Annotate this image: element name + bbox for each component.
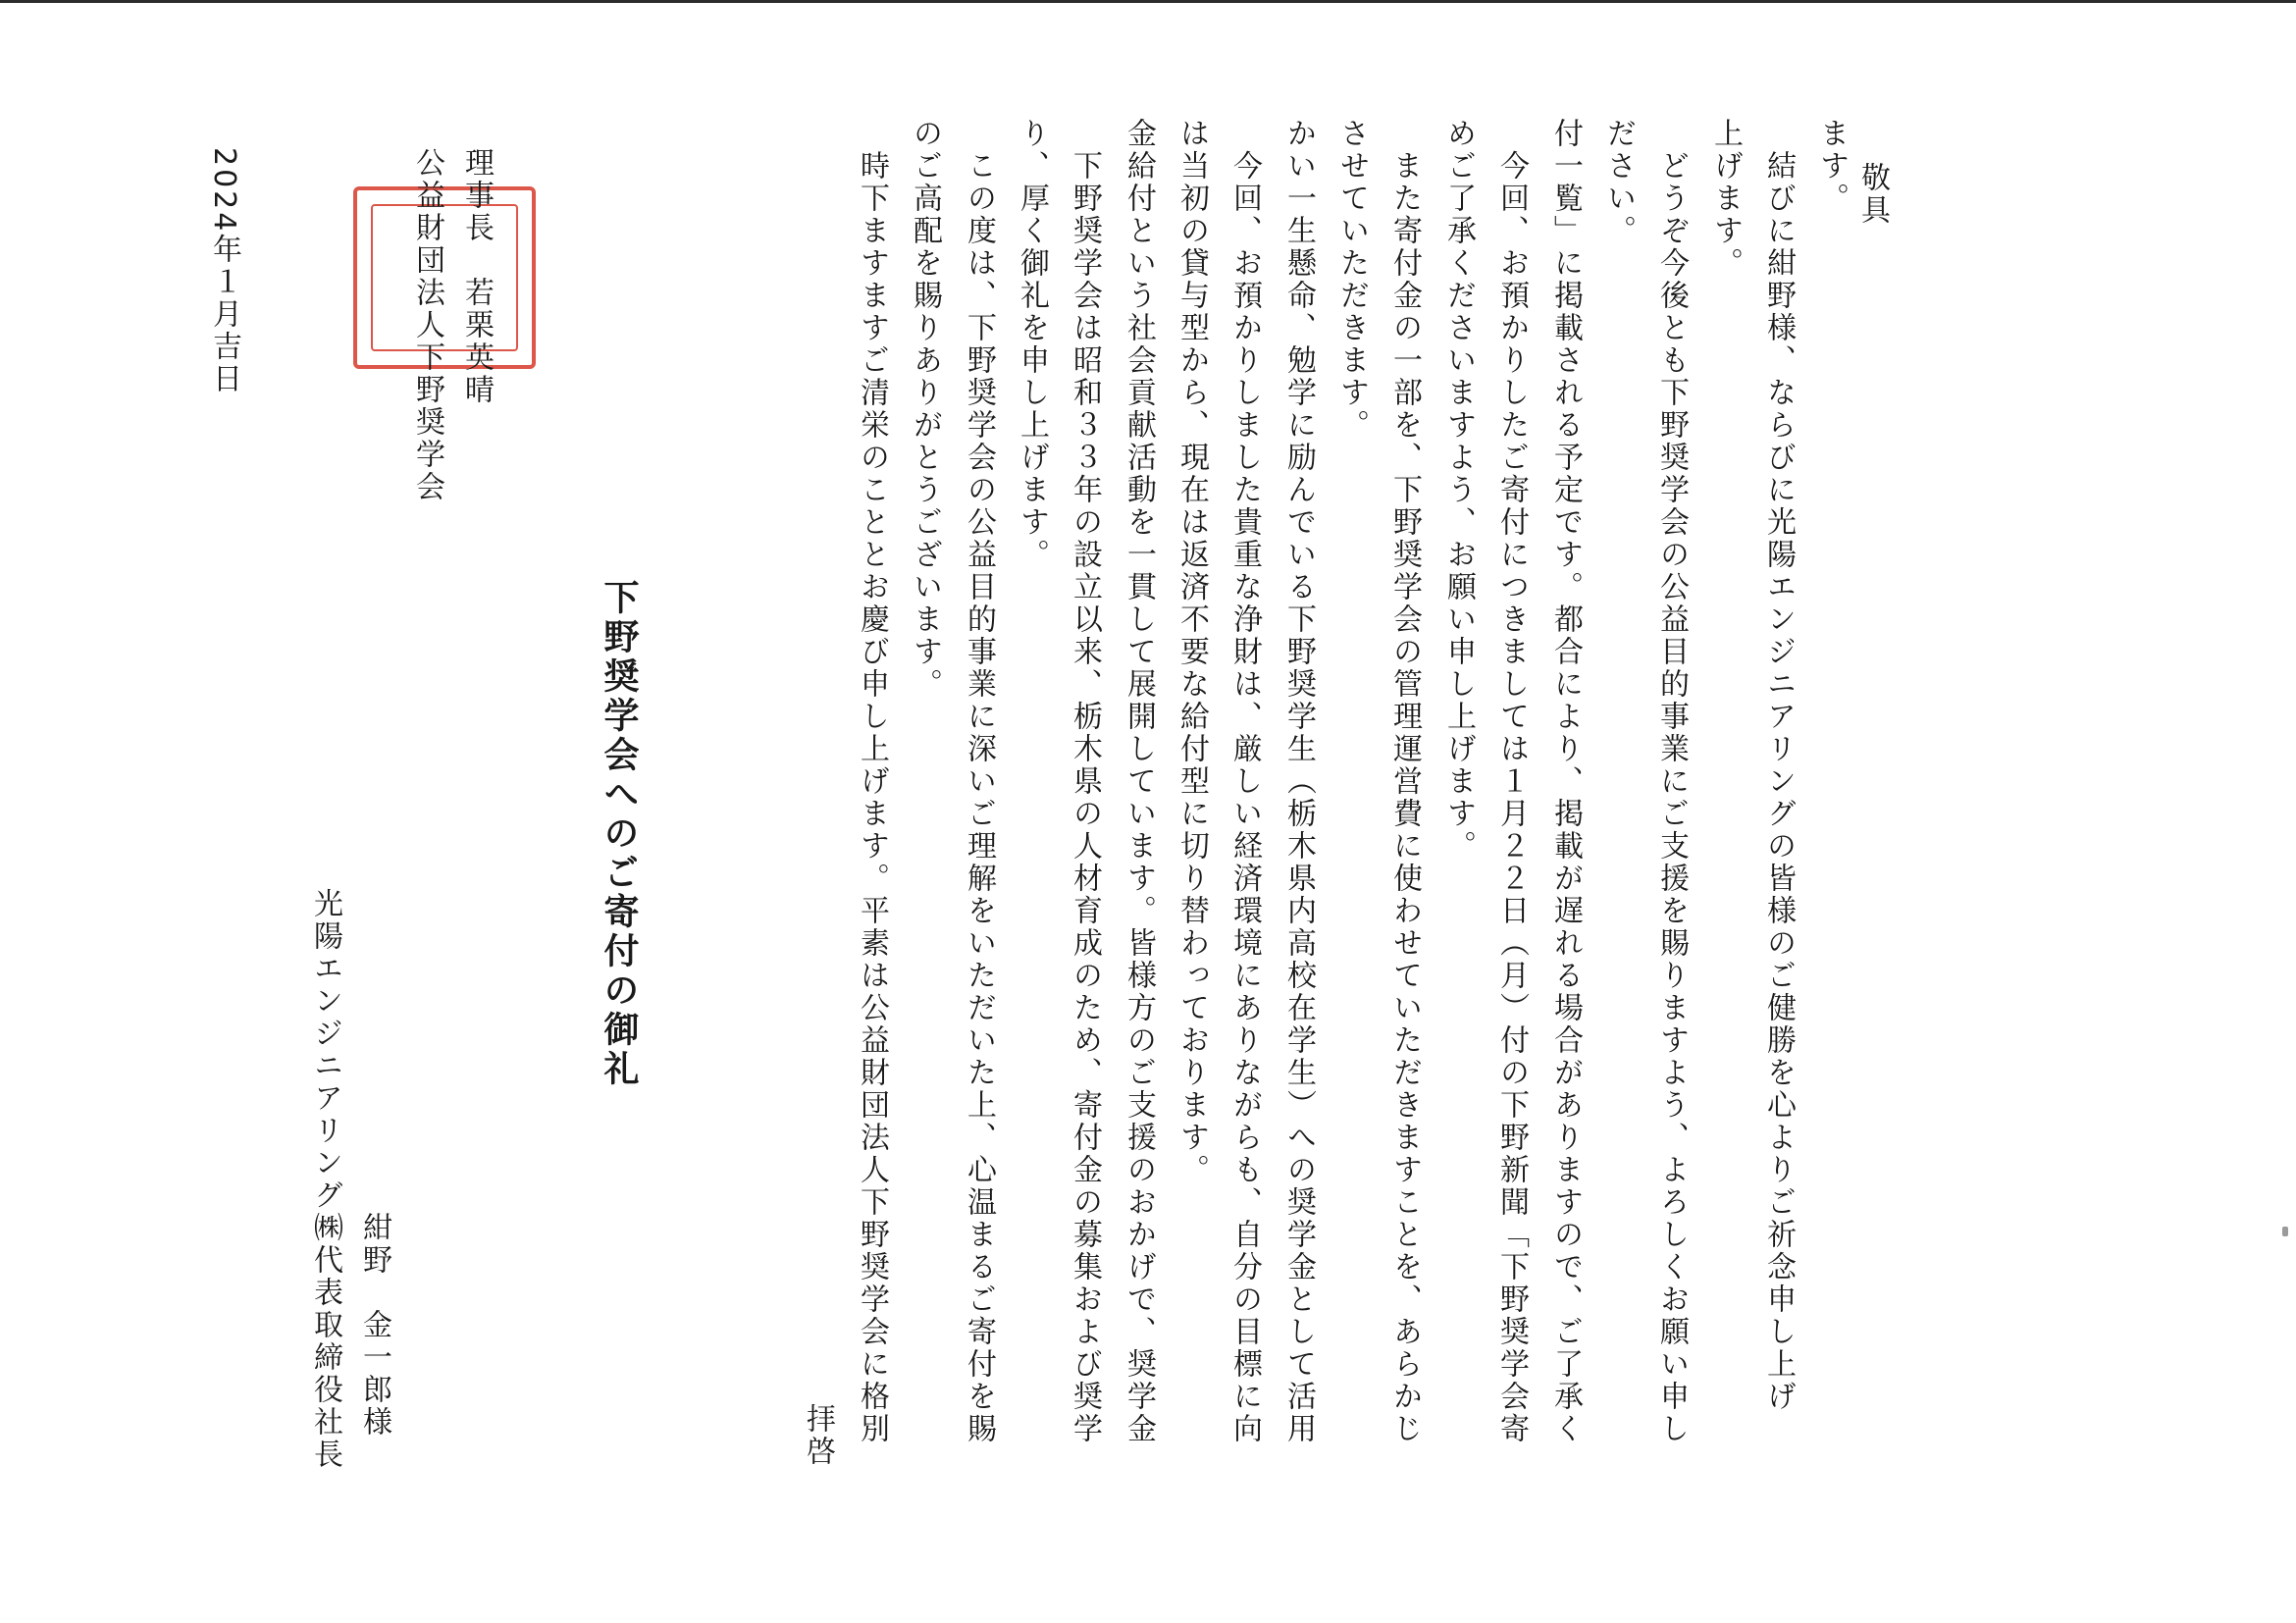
body-line: かい一生懸命、勉学に励んでいる下野奨学生（栃木県内高校在学生）への奨学金として活用 <box>1281 118 1316 1445</box>
scan-top-edge <box>0 0 2296 3</box>
closing: 敬具 <box>1855 162 1890 227</box>
body-line: どうぞ今後とも下野奨学会の公益目的事業にご支援を賜りますよう、よろしくお願い申し <box>1654 118 1689 1445</box>
body-line: は当初の貸与型から、現在は返済不要な給付型に切り替わっております。 <box>1174 118 1209 1186</box>
body-line: 金給付という社会貢献活動を一貫して展開しています。皆様方のご支援のおかげで、奨学金 <box>1122 118 1156 1445</box>
sender-organization: 公益財団法人下野奨学会 <box>410 147 444 503</box>
body-line: 付一覧」に掲載される予定です。都合により、掲載が遅れる場合がありますので、ご了承く <box>1548 118 1583 1445</box>
seal-inner-border <box>371 204 518 351</box>
body-line: のご高配を賜りありがとうございます。 <box>908 118 942 701</box>
body-line: り、厚く御礼を申し上げます。 <box>1015 118 1049 571</box>
official-seal <box>353 186 536 369</box>
letter-date: 2024年１月吉日 <box>207 147 241 396</box>
sender-position-name: 理事長 若栗英晴 <box>459 147 494 406</box>
body-line: 結びに紺野様、ならびに光陽エンジニアリングの皆様のご健勝を心よりご祈念申し上げ <box>1761 118 1796 1413</box>
body-line: また寄付金の一部を、下野奨学会の管理運営費に使わせていただきますことを、あらかじ <box>1387 118 1422 1445</box>
body-line: 下野奨学会は昭和３３年の設立以来、栃木県の人材育成のため、寄付金の募集および奨学 <box>1068 118 1102 1445</box>
body-line: めご了承くださいますよう、お願い申し上げます。 <box>1441 118 1476 863</box>
body-line: 時下ますますご清栄のこととお慶び申し上げます。平素は公益財団法人下野奨学会に格別 <box>855 118 889 1445</box>
letter-title: 下野奨学会へのご寄付の御礼 <box>599 579 639 1089</box>
body-line: 今回、お預かりしました貴重な浄財は、厳しい経済環境にありながらも、自分の目標に向 <box>1227 118 1262 1445</box>
recipient-name: 紺野 金一郎様 <box>357 1212 391 1439</box>
body-line: ださい。 <box>1601 118 1636 247</box>
salutation: 拝啓 <box>801 1403 835 1468</box>
body-line: させていただきます。 <box>1334 118 1369 442</box>
body-line: この度は、下野奨学会の公益目的事業に深いご理解をいただいた上、心温まるご寄付を賜 <box>962 118 996 1445</box>
body-line: ます。 <box>1814 118 1849 215</box>
scan-artifact <box>2282 1227 2288 1236</box>
body-line: 今回、お預かりしたご寄付につきましては１月２２日（月）付の下野新聞「下野奨学会寄 <box>1494 118 1529 1445</box>
body-line: 上げます。 <box>1708 118 1743 280</box>
recipient-company: 光陽エンジニアリング㈱代表取締役社長 <box>308 888 342 1471</box>
